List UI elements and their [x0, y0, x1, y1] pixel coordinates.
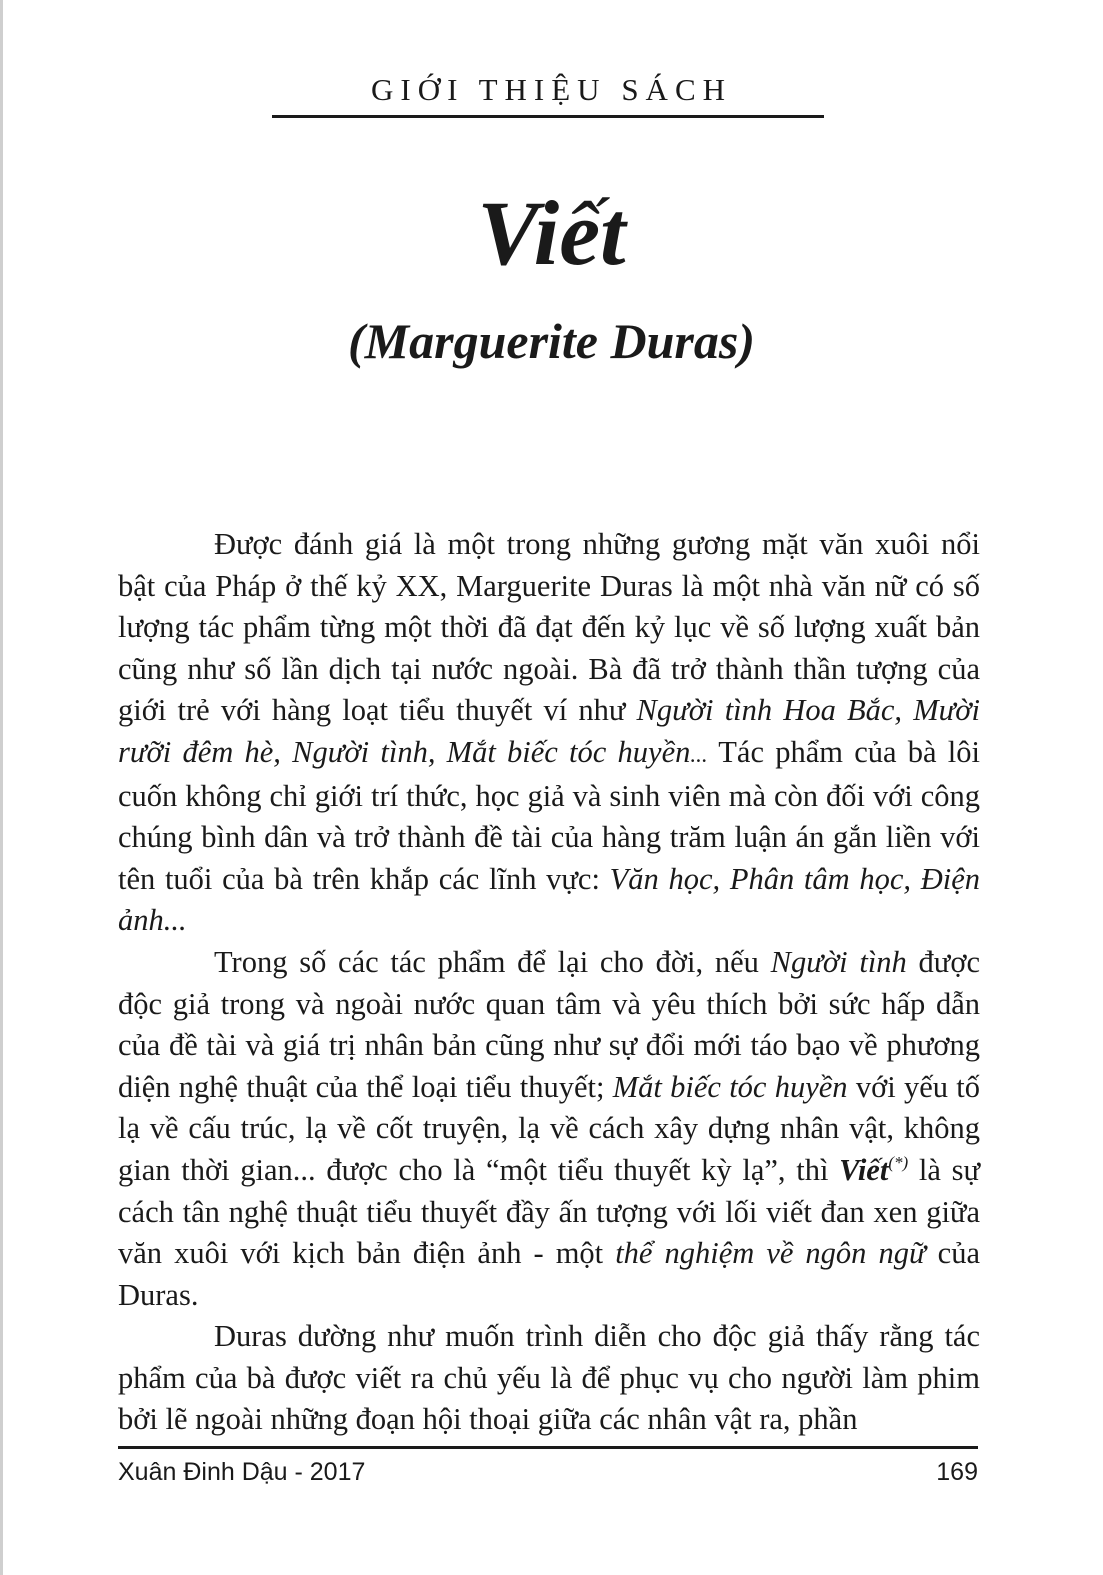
text-run: là sự cách tân nghệ thuật tiểu thuyết đầy ấn tượng với lối viết đan xen giữa văn xuôi với kịch bản điện ảnh - một	[118, 1152, 981, 1271]
article-title: Viết	[477, 182, 626, 284]
italic-run: thể nghiệm về ngôn ngữ	[615, 1236, 926, 1271]
text-run: Được đánh giá là một trong những gương mặt văn xuôi nổi bật của Pháp ở thế kỷ XX, Marguerite Duras là một nhà văn nữ có số lượng tác phẩm từng một thời đã đạt đến kỷ lục về số lượng xuất bản cũng như số lần dịch tại nước ngoài. Bà đã trở thành thần tượng của giới trẻ với hàng loạt tiểu thuyết ví như	[118, 527, 980, 728]
paragraph-2	[118, 942, 980, 1316]
text-run: với yếu tố lạ về cấu trúc, lạ về cốt truyện, lạ về cách xây dựng nhân vật, không gian thời gian... được cho là “một tiểu thuyết kỳ lạ”, thì	[118, 1069, 980, 1187]
page-header	[272, 64, 824, 116]
paragraph-1	[118, 524, 980, 942]
text-run: của Duras.	[118, 1236, 980, 1312]
article-author: (Marguerite Duras)	[348, 313, 755, 369]
footnote-mark: (*)	[888, 1152, 909, 1172]
section-label: GIỚI THIỆU SÁCH	[370, 72, 733, 107]
issue-label: Xuân Đinh Dậu - 2017	[118, 1458, 366, 1486]
text-run: Trong số các tác phẩm để lại cho đời, nếu	[214, 944, 771, 979]
article-body	[118, 524, 980, 1441]
footer-divider	[118, 1446, 978, 1449]
italic-run: Người tình Hoa Bắc, Mười rưỡi đêm hè, Người tình, Mắt biếc tóc huyền	[118, 693, 980, 769]
header-divider	[272, 115, 824, 118]
page-number: 169	[936, 1458, 978, 1486]
text-run: được độc giả trong và ngoài nước quan tâm và yêu thích bởi sức hấp dẫn của đề tài và giá trị nhân bản cũng như sự đổi mới táo bạo về phương diện nghệ thuật của thể loại tiểu thuyết;	[118, 944, 980, 1104]
paragraph-3	[118, 1316, 980, 1441]
italic-run: Người tình	[770, 944, 907, 979]
page-footer	[118, 1452, 980, 1492]
text-run: Duras dường như muốn trình diễn cho độc giả thấy rằng tác phẩm của bà được viết ra chủ yếu là để phục vụ cho người làm phim bởi lẽ ngoài những đoạn hội thoại giữa các nhân vật ra, phần	[118, 1319, 980, 1437]
italic-ellipsis: ...	[690, 741, 708, 767]
book-title-inline: Viết	[839, 1152, 889, 1187]
italic-run: Mắt biếc tóc huyền	[612, 1069, 848, 1104]
italic-run: Văn học, Phân tâm học, Điện ảnh...	[118, 861, 980, 938]
text-run: Tác phẩm của bà lôi cuốn không chỉ giới trí thức, học giả và sinh viên mà còn đối với công chúng bình dân và trở thành đề tài của hàng trăm luận án gắn liền với tên tuổi của bà trên khắp các lĩnh vực:	[118, 734, 980, 896]
